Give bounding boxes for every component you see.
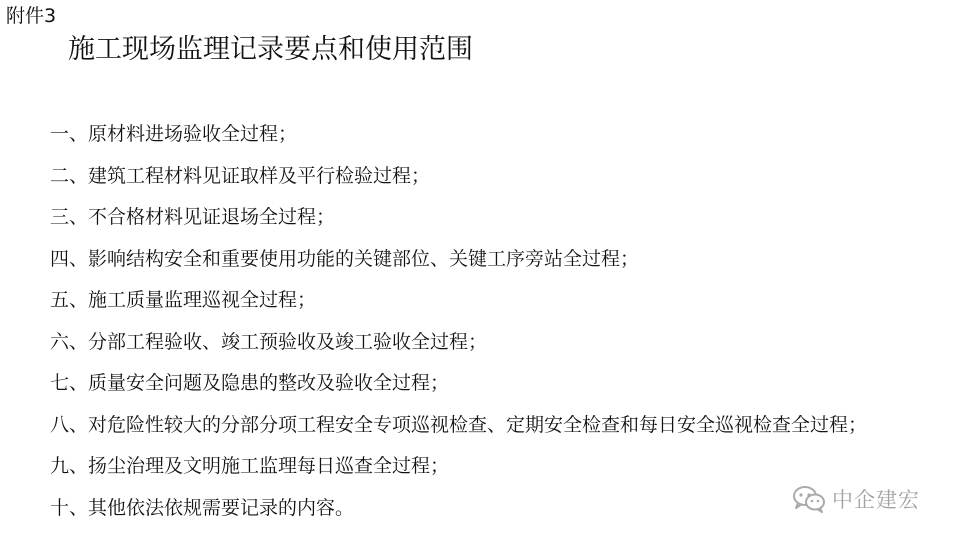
list-item-8: 八、对危险性较大的分部分项工程安全专项巡视检查、定期安全检查和每日安全巡视检查全过程； (50, 413, 868, 436)
wechat-icon (792, 484, 826, 514)
list-item-5: 五、施工质量监理巡视全过程； (50, 289, 317, 311)
list-item-7: 七、质量安全问题及隐患的整改及验收全过程； (50, 372, 450, 394)
document-title: 施工现场监理记录要点和使用范围 (68, 34, 473, 65)
watermark (792, 484, 920, 514)
list-item-1: 一、原材料进场验收全过程； (50, 123, 298, 145)
list-item-3: 三、不合格材料见证退场全过程； (50, 206, 336, 228)
list-item-10: 十、其他依法依规需要记录的内容。 (50, 496, 355, 519)
list-item-2: 二、建筑工程材料见证取样及平行检验过程； (50, 164, 431, 187)
requirement-list (50, 114, 867, 529)
list-item-9: 九、扬尘治理及文明施工监理每日巡查全过程； (50, 455, 450, 477)
list-item-6: 六、分部工程验收、竣工预验收及竣工验收全过程； (50, 330, 488, 353)
watermark-text: 中企建宏 (832, 488, 920, 512)
attachment-label: 附件3 (6, 5, 57, 27)
list-item-4: 四、影响结构安全和重要使用功能的关键部位、关键工序旁站全过程； (50, 247, 640, 270)
